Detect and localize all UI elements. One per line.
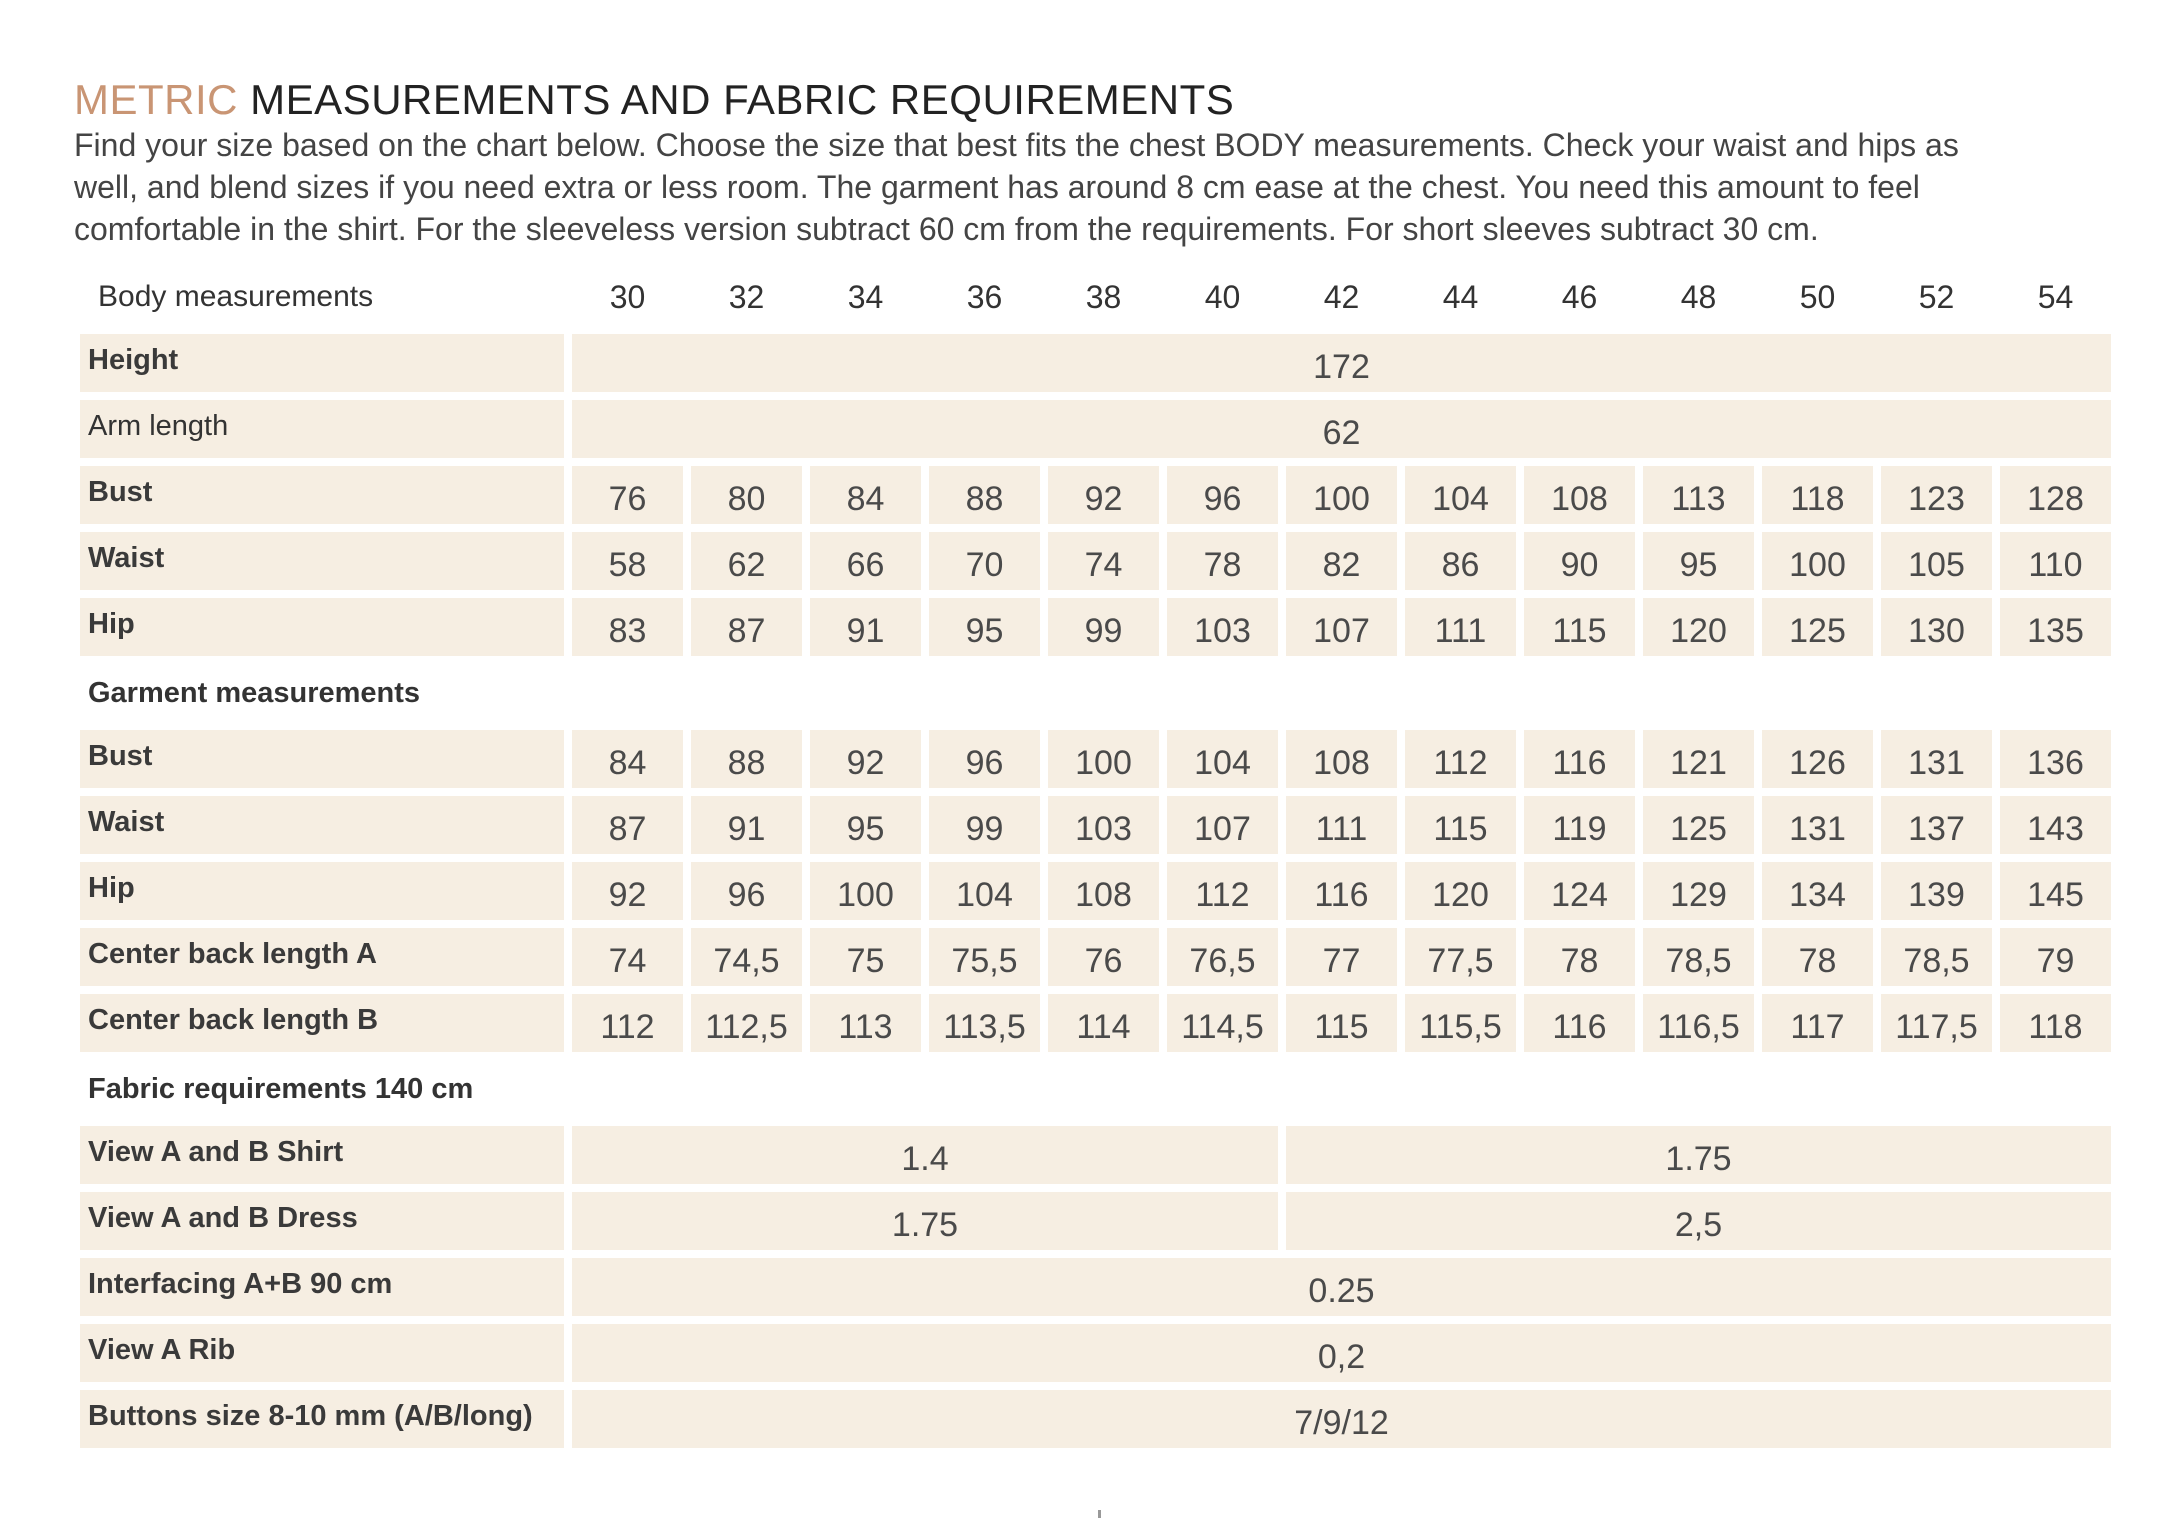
section-garment: Garment measurements [88,676,421,709]
row-label: Hip [80,862,564,920]
intro-line-2: well, and blend sizes if you need extra or less room. The garment has around 8 cm ease at the chest. You need this amount to feel [74,169,1920,205]
table-cell: 119 [1524,796,1635,854]
page-title [74,76,1234,124]
row-label-interfacing: Interfacing A+B 90 cm [80,1258,564,1316]
table-cell: 111 [1286,796,1397,854]
table-cell: 96 [691,862,802,920]
table-cell: 115,5 [1405,994,1516,1052]
dress-small-value: 1.75 [572,1192,1278,1250]
size-header: 46 [1561,278,1598,315]
size-header: 52 [1918,278,1955,315]
table-cell: 74 [1048,532,1159,590]
table-cell: 95 [810,796,921,854]
section-fabric: Fabric requirements 140 cm [88,1072,474,1105]
table-cell: 74 [572,928,683,986]
table-cell: 92 [810,730,921,788]
table-cell: 131 [1881,730,1992,788]
intro-text [74,124,2134,250]
table-cell: 130 [1881,598,1992,656]
table-cell: 113 [810,994,921,1052]
table-cell: 124 [1524,862,1635,920]
shirt-large-value: 1.75 [1286,1126,2111,1184]
table-cell: 117 [1762,994,1873,1052]
table-cell: 134 [1762,862,1873,920]
intro-line-1: Find your size based on the chart below. Choose the size that best fits the chest BODY measurements. Check your waist and hips as [74,127,1959,163]
table-cell: 113,5 [929,994,1040,1052]
table-cell: 116 [1524,994,1635,1052]
table-cell: 108 [1524,466,1635,524]
table-cell: 84 [810,466,921,524]
title-rest: MEASUREMENTS AND FABRIC REQUIREMENTS [238,76,1235,123]
table-cell: 115 [1286,994,1397,1052]
table-cell: 62 [691,532,802,590]
size-header: 40 [1204,278,1241,315]
table-cell: 100 [1048,730,1159,788]
table-cell: 95 [929,598,1040,656]
table-cell: 108 [1286,730,1397,788]
table-cell: 112 [572,994,683,1052]
table-cell: 100 [1286,466,1397,524]
interfacing-value: 0.25 [572,1258,2111,1316]
table-cell: 125 [1643,796,1754,854]
size-header: 42 [1323,278,1360,315]
table-cell: 96 [1167,466,1278,524]
table-cell: 70 [929,532,1040,590]
buttons-value: 7/9/12 [572,1390,2111,1448]
table-cell: 111 [1405,598,1516,656]
row-label-dress: View A and B Dress [80,1192,564,1250]
size-header: 48 [1680,278,1717,315]
table-cell: 92 [1048,466,1159,524]
table-cell: 84 [572,730,683,788]
row-label-shirt: View A and B Shirt [80,1126,564,1184]
table-cell: 79 [2000,928,2111,986]
table-cell: 78 [1167,532,1278,590]
table-cell: 118 [1762,466,1873,524]
size-header: 54 [2037,278,2074,315]
table-cell: 105 [1881,532,1992,590]
row-label-arm-length: Arm length [80,400,564,458]
table-cell: 74,5 [691,928,802,986]
table-cell: 96 [929,730,1040,788]
table-cell: 136 [2000,730,2111,788]
table-cell: 77,5 [1405,928,1516,986]
table-cell: 90 [1524,532,1635,590]
dress-large-value: 2,5 [1286,1192,2111,1250]
table-cell: 100 [810,862,921,920]
row-label: Center back length A [80,928,564,986]
row-label: Bust [80,730,564,788]
table-cell: 104 [1167,730,1278,788]
table-cell: 80 [691,466,802,524]
table-cell: 120 [1405,862,1516,920]
row-label-buttons: Buttons size 8-10 mm (A/B/long) [80,1390,564,1448]
table-cell: 135 [2000,598,2111,656]
table-cell: 77 [1286,928,1397,986]
title-accent: METRIC [74,76,238,123]
size-header: 30 [609,278,646,315]
table-cell: 126 [1762,730,1873,788]
table-cell: 76 [1048,928,1159,986]
table-cell: 120 [1643,598,1754,656]
table-cell: 113 [1643,466,1754,524]
table-cell: 118 [2000,994,2111,1052]
size-header: 32 [728,278,765,315]
table-cell: 75 [810,928,921,986]
table-cell: 91 [691,796,802,854]
table-cell: 78 [1762,928,1873,986]
table-cell: 92 [572,862,683,920]
table-cell: 107 [1167,796,1278,854]
table-cell: 95 [1643,532,1754,590]
table-cell: 103 [1167,598,1278,656]
row-label-rib: View A Rib [80,1324,564,1382]
intro-line-3: comfortable in the shirt. For the sleeveless version subtract 60 cm from the requirements. For short sleeves subtract 30 cm. [74,211,1819,247]
table-cell: 143 [2000,796,2111,854]
table-cell: 78,5 [1881,928,1992,986]
table-cell: 112 [1405,730,1516,788]
table-cell: 121 [1643,730,1754,788]
table-cell: 99 [929,796,1040,854]
table-cell: 78,5 [1643,928,1754,986]
size-header: 38 [1085,278,1122,315]
table-cell: 123 [1881,466,1992,524]
table-cell: 114 [1048,994,1159,1052]
table-cell: 116 [1286,862,1397,920]
table-cell: 100 [1762,532,1873,590]
table-cell: 117,5 [1881,994,1992,1052]
arm-length-value: 62 [572,400,2111,458]
table-cell: 112,5 [691,994,802,1052]
table-cell: 66 [810,532,921,590]
row-label: Hip [80,598,564,656]
table-cell: 116 [1524,730,1635,788]
table-cell: 116,5 [1643,994,1754,1052]
table-cell: 103 [1048,796,1159,854]
rib-value: 0,2 [572,1324,2111,1382]
table-cell: 75,5 [929,928,1040,986]
table-cell: 99 [1048,598,1159,656]
row-label: Waist [80,796,564,854]
row-label-height: Height [80,334,564,392]
table-cell: 58 [572,532,683,590]
row-label: Center back length B [80,994,564,1052]
table-cell: 131 [1762,796,1873,854]
table-cell: 88 [691,730,802,788]
table-cell: 114,5 [1167,994,1278,1052]
table-cell: 115 [1405,796,1516,854]
table-cell: 137 [1881,796,1992,854]
shirt-small-value: 1.4 [572,1126,1278,1184]
header-label: Body measurements [98,280,374,313]
size-header: 50 [1799,278,1836,315]
table-cell: 82 [1286,532,1397,590]
page-mark [1098,1510,1101,1518]
table-cell: 76 [572,466,683,524]
table-cell: 125 [1762,598,1873,656]
table-cell: 76,5 [1167,928,1278,986]
table-cell: 115 [1524,598,1635,656]
table-cell: 91 [810,598,921,656]
size-header: 36 [966,278,1003,315]
size-chart-table [80,268,2118,1448]
table-cell: 139 [1881,862,1992,920]
row-label: Waist [80,532,564,590]
table-cell: 87 [572,796,683,854]
table-cell: 104 [1405,466,1516,524]
table-cell: 110 [2000,532,2111,590]
table-cell: 104 [929,862,1040,920]
table-cell: 88 [929,466,1040,524]
table-cell: 87 [691,598,802,656]
table-cell: 145 [2000,862,2111,920]
table-cell: 86 [1405,532,1516,590]
table-cell: 108 [1048,862,1159,920]
row-label: Bust [80,466,564,524]
table-cell: 128 [2000,466,2111,524]
table-cell: 112 [1167,862,1278,920]
table-cell: 129 [1643,862,1754,920]
size-header: 44 [1442,278,1479,315]
size-header: 34 [847,278,884,315]
table-cell: 83 [572,598,683,656]
table-cell: 107 [1286,598,1397,656]
height-value: 172 [572,334,2111,392]
table-cell: 78 [1524,928,1635,986]
